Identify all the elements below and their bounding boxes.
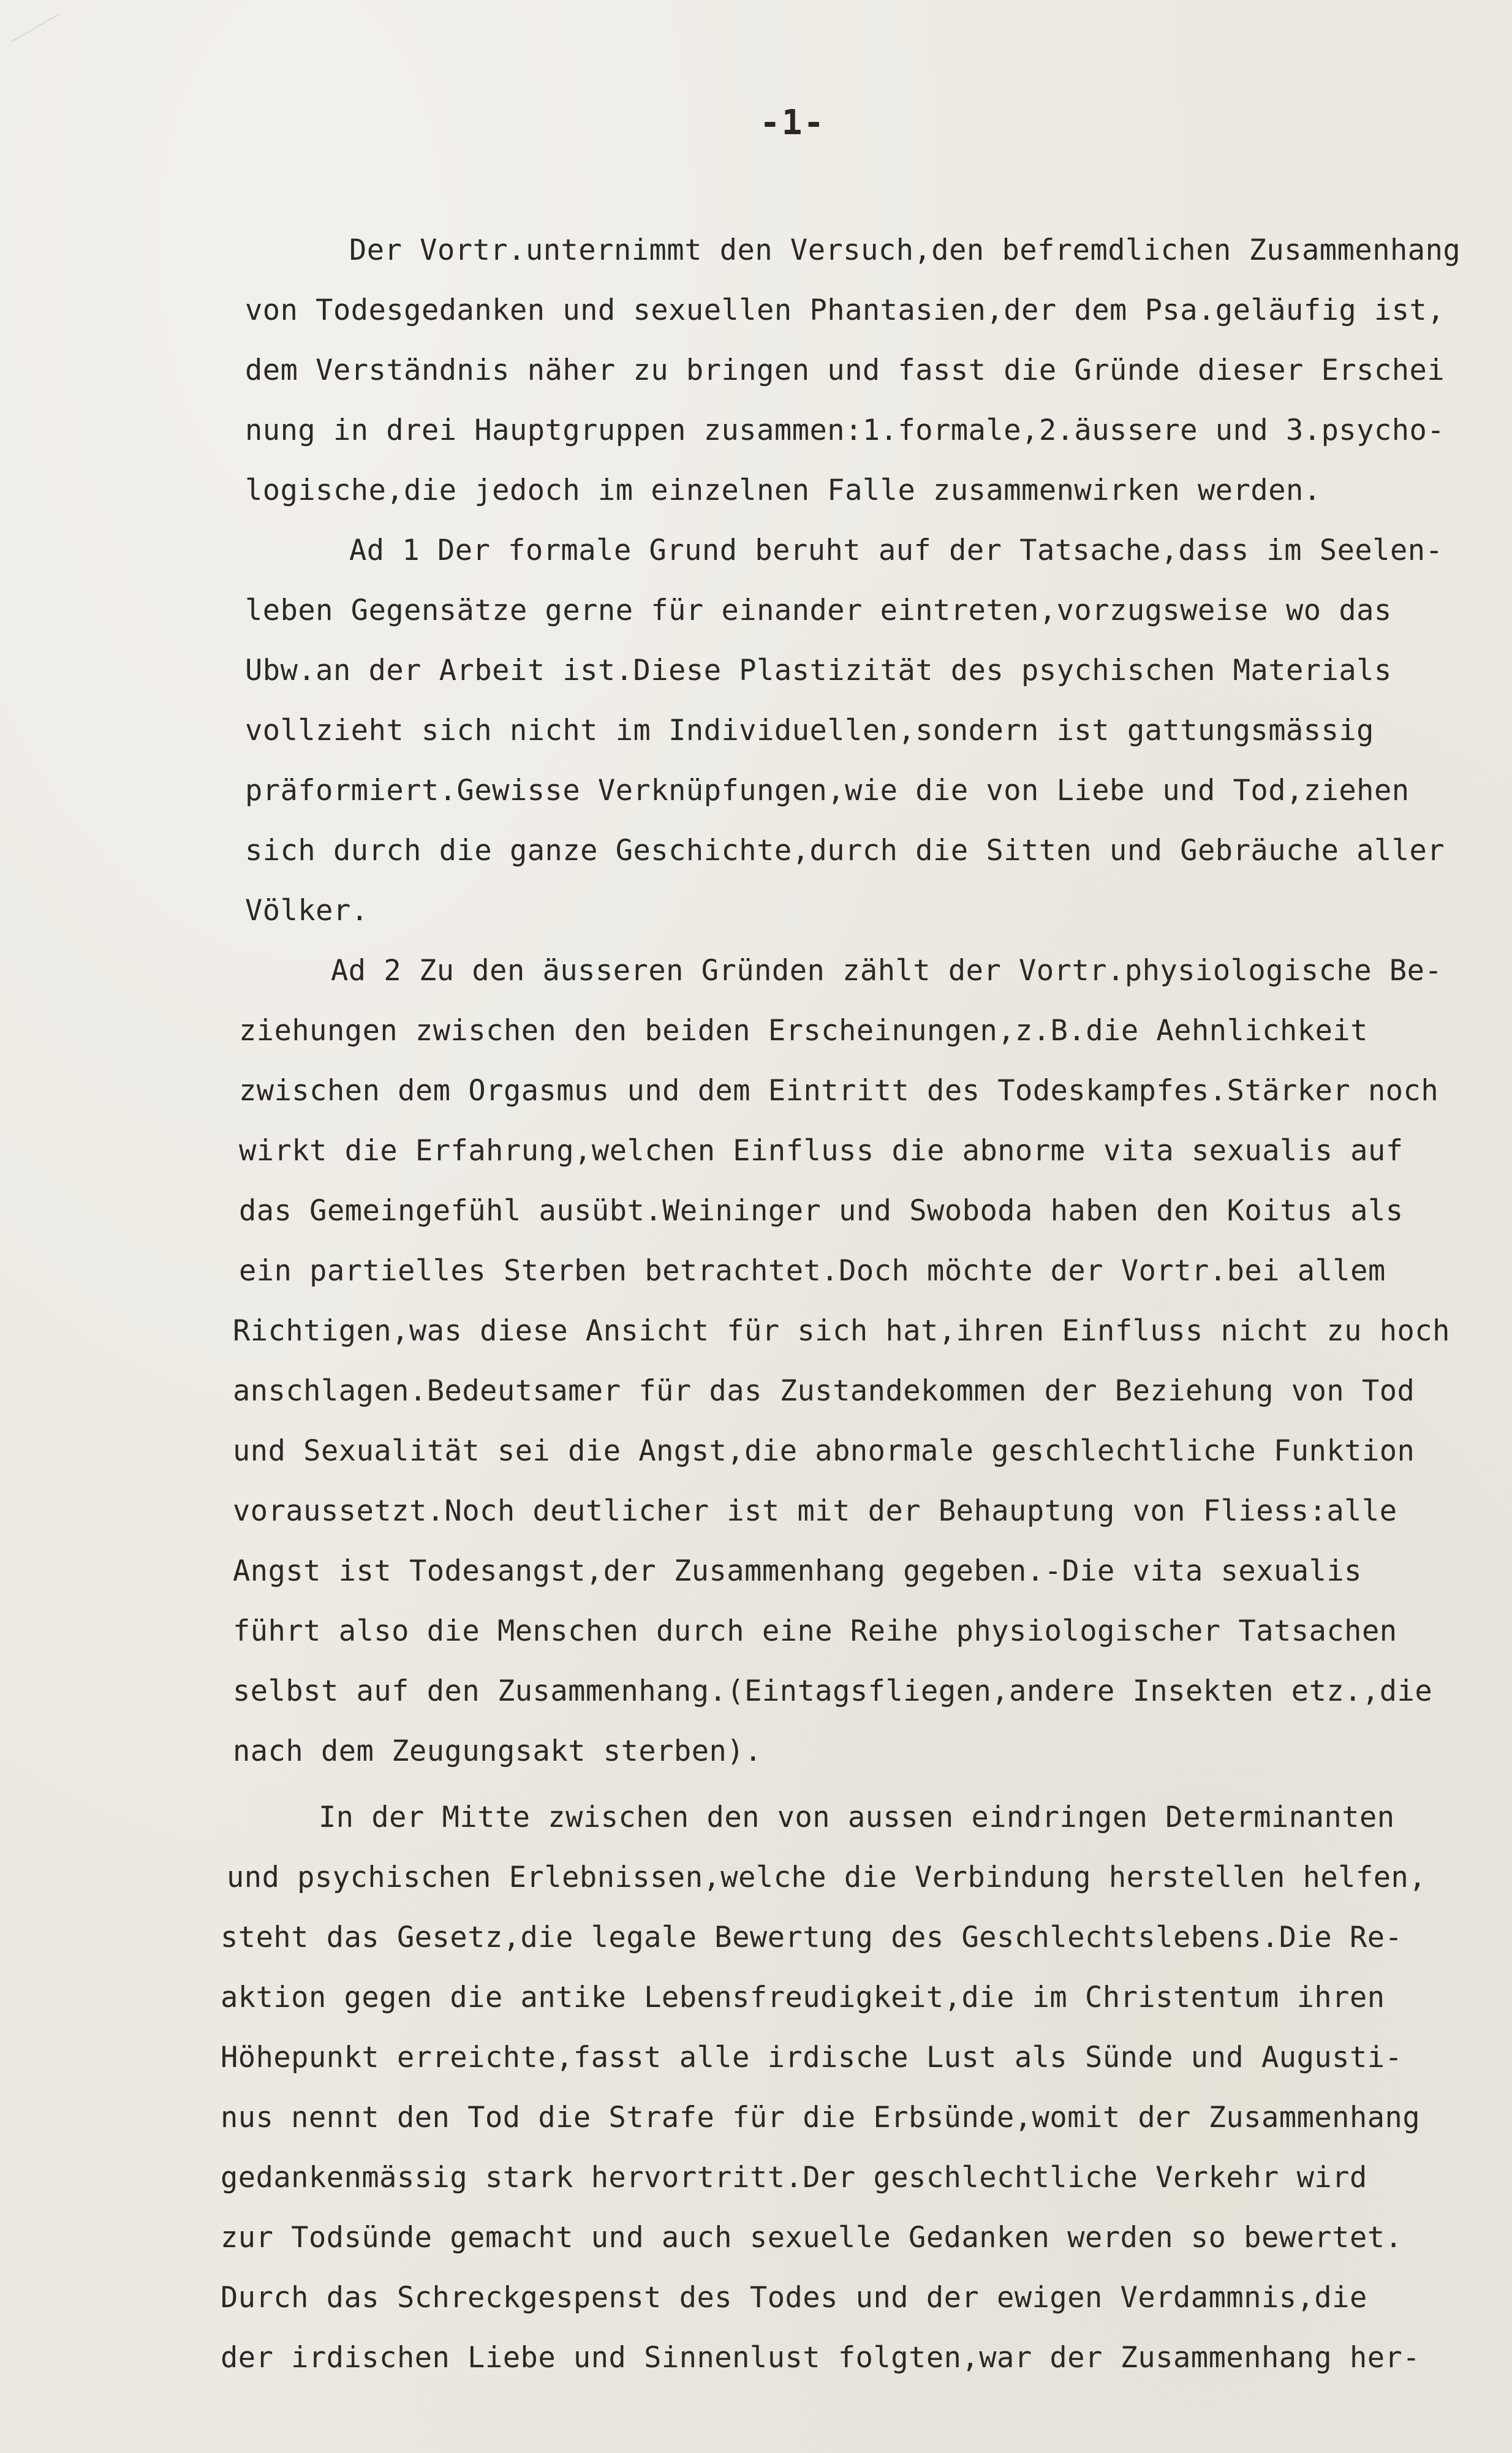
- text-line: gedankenmässig stark hervortritt.Der geschlechtliche Verkehr wird: [221, 2161, 1367, 2194]
- text-line: Völker.: [245, 894, 369, 928]
- text-line: nach dem Zeugungsakt sterben).: [233, 1734, 762, 1768]
- text-line: voraussetzt.Noch deutlicher ist mit der Behauptung von Fliess:alle: [233, 1494, 1397, 1528]
- text-line: von Todesgedanken und sexuellen Phantasien,der dem Psa.geläufig ist,: [245, 293, 1445, 327]
- text-line: vollzieht sich nicht im Individuellen,sondern ist gattungsmässig: [245, 714, 1374, 747]
- text-line: Ad 2 Zu den äusseren Gründen zählt der Vortr.physiologische Be-: [331, 954, 1443, 988]
- text-line: Ubw.an der Arbeit ist.Diese Plastizität des psychischen Materials: [245, 654, 1392, 687]
- text-line: In der Mitte zwischen den von aussen eindringen Determinanten: [319, 1801, 1395, 1834]
- text-line: ein partielles Sterben betrachtet.Doch möchte der Vortr.bei allem: [239, 1254, 1386, 1288]
- text-line: der irdischen Liebe und Sinnenlust folgten,war der Zusammenhang her-: [221, 2341, 1421, 2375]
- text-line: nung in drei Hauptgruppen zusammen:1.formale,2.äussere und 3.psycho-: [245, 414, 1445, 447]
- text-line: zur Todsünde gemacht und auch sexuelle Gedanken werden so bewertet.: [221, 2221, 1403, 2255]
- page-number: -1-: [760, 103, 826, 143]
- text-line: präformiert.Gewisse Verknüpfungen,wie die von Liebe und Tod,ziehen: [245, 774, 1410, 807]
- paragraph-gap: [245, 1782, 1507, 1788]
- text-line: logische,die jedoch im einzelnen Falle zusammenwirken werden.: [245, 474, 1321, 507]
- text-line: selbst auf den Zusammenhang.(Eintagsfliegen,andere Insekten etz.,die: [233, 1674, 1433, 1708]
- document-body: [221, 221, 1507, 2388]
- text-line: führt also die Menschen durch eine Reihe physiologischer Tatsachen: [233, 1614, 1397, 1648]
- text-line: dem Verständnis näher zu bringen und fasst die Gründe dieser Erschei: [245, 353, 1445, 387]
- text-line: sich durch die ganze Geschichte,durch die Sitten und Gebräuche aller: [245, 834, 1445, 867]
- text-line: steht das Gesetz,die legale Bewertung des Geschlechtslebens.Die Re-: [221, 1921, 1403, 1954]
- text-line: und Sexualität sei die Angst,die abnormale geschlechtliche Funktion: [233, 1434, 1415, 1468]
- text-line: das Gemeingefühl ausübt.Weininger und Swoboda haben den Koitus als: [239, 1194, 1404, 1228]
- text-line: Ad 1 Der formale Grund beruht auf der Tatsache,dass im Seelen-: [349, 534, 1443, 567]
- text-line: aktion gegen die antike Lebensfreudigkeit,die im Christentum ihren: [221, 1981, 1385, 2014]
- text-line: ziehungen zwischen den beiden Erscheinungen,z.B.die Aehnlichkeit: [239, 1014, 1368, 1048]
- text-line: nus nennt den Tod die Strafe für die Erbsünde,womit der Zusammenhang: [221, 2101, 1421, 2134]
- paper-corner-mark: [11, 13, 81, 79]
- text-line: Der Vortr.unternimmt den Versuch,den befremdlichen Zusammenhang: [349, 233, 1461, 267]
- text-line: Durch das Schreckgespenst des Todes und der ewigen Verdammnis,die: [221, 2281, 1367, 2315]
- text-line: und psychischen Erlebnissen,welche die Verbindung herstellen helfen,: [227, 1861, 1427, 1894]
- text-line: wirkt die Erfahrung,welchen Einfluss die abnorme vita sexualis auf: [239, 1134, 1404, 1168]
- text-line: leben Gegensätze gerne für einander eintreten,vorzugsweise wo das: [245, 594, 1392, 627]
- text-line: Angst ist Todesangst,der Zusammenhang gegeben.-Die vita sexualis: [233, 1554, 1362, 1588]
- text-line: Richtigen,was diese Ansicht für sich hat,ihren Einfluss nicht zu hoch: [233, 1314, 1450, 1348]
- text-line: anschlagen.Bedeutsamer für das Zustandekommen der Beziehung von Tod: [233, 1374, 1415, 1408]
- text-line: zwischen dem Orgasmus und dem Eintritt des Todeskampfes.Stärker noch: [239, 1074, 1439, 1108]
- text-line: Höhepunkt erreichte,fasst alle irdische Lust als Sünde und Augusti-: [221, 2041, 1403, 2074]
